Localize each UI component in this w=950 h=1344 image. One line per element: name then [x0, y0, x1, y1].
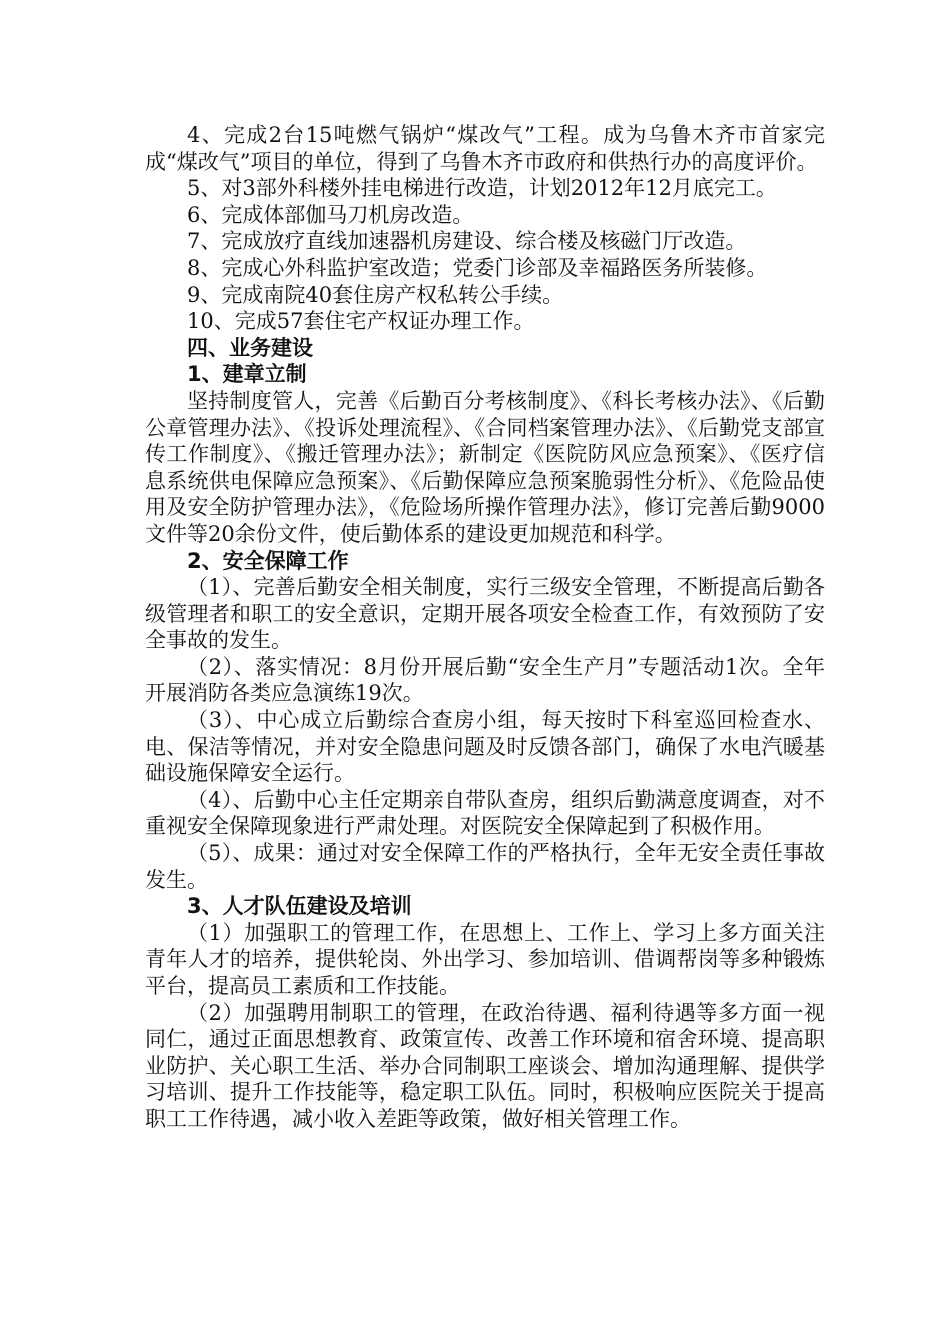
paragraph-item-8: 8、完成心外科监护室改造；党委门诊部及幸福路医务所装修。	[187, 255, 768, 280]
paragraph-item-5: 5、对3部外科楼外挂电梯进行改造，计划2012年12月底完工。	[187, 176, 777, 201]
paragraph-item-7: 7、完成放疗直线加速器机房建设、综合楼及核磁门厅改造。	[187, 229, 747, 254]
paragraph-item-10: 10、完成57套住宅产权证办理工作。	[187, 309, 535, 334]
safety-paragraph-4: （4）、后勤中心主任定期亲自带队查房，组织后勤满意度调查，对不重视安全保障现象进行严肃处理。对医院安全保障起到了积极作用。	[145, 787, 825, 839]
paragraph-item-4: 4、完成2台15吨燃气锅炉“煤改气”工程。成为乌鲁木齐市首家完成“煤改气”项目的单位，得到了乌鲁木齐市政府和供热行办的高度评价。	[145, 123, 825, 174]
safety-paragraph-1: （1）、完善后勤安全相关制度，实行三级安全管理，不断提高后勤各级管理者和职工的安全意识，定期开展各项安全检查工作，有效预防了安全事故的发生。	[145, 575, 825, 653]
rules-paragraph: 坚持制度管人，完善《后勤百分考核制度》、《科长考核办法》、《后勤公章管理办法》、《投诉处理流程》、《合同档案管理办法》、《后勤党支部宣传工作制度》、《搬迁管理办法》；新制定《医院防风应急预案》、《医疗信息系统供电保障应急预案》、《后勤保障应急预案脆弱性分析》、《危险品使用及安全防护管理办法》，《危险场所操作管理办法》，修订完善后勤9000文件等20余份文件，使后勤体系的建设更加规范和科学。	[145, 388, 825, 546]
subsection-heading-talent: 3、人才队伍建设及培训	[187, 894, 412, 919]
safety-paragraph-5: （5）、成果：通过对安全保障工作的严格执行，全年无安全责任事故发生。	[145, 841, 825, 892]
subsection-heading-rules: 1、建章立制	[187, 362, 307, 387]
section-heading: 四、业务建设	[187, 335, 313, 360]
talent-paragraph-2: （2）加强聘用制职工的管理，在政治待遇、福利待遇等多方面一视同仁，通过正面思想教育、政策宣传、改善工作环境和宿舍环境、提高职业防护、关心职工生活、举办合同制职工座谈会、增加沟通理解、提供学习培训、提升工作技能等，稳定职工队伍。同时，积极响应医院关于提高职工工作待遇，减小收入差距等政策，做好相关管理工作。	[145, 1000, 825, 1131]
paragraph-item-6: 6、完成体部伽马刀机房改造。	[187, 202, 474, 227]
talent-paragraph-1: （1）加强职工的管理工作，在思想上、工作上、学习上多方面关注青年人才的培养，提供轮岗、外出学习、参加培训、借调帮岗等多种锻炼平台，提高员工素质和工作技能。	[145, 920, 825, 998]
paragraph-item-9: 9、完成南院40套住房产权私转公手续。	[187, 282, 564, 307]
safety-paragraph-2: （2）、落实情况：8月份开展后勤“安全生产月”专题活动1次。全年开展消防各类应急演练19次。	[145, 654, 825, 706]
safety-paragraph-3: （3）、中心成立后勤综合查房小组，每天按时下科室巡回检查水、电、保洁等情况，并对安全隐患问题及时反馈各部门，确保了水电汽暖基础设施保障安全运行。	[145, 708, 825, 786]
document-body	[145, 122, 825, 1133]
subsection-heading-safety: 2、安全保障工作	[187, 548, 349, 573]
